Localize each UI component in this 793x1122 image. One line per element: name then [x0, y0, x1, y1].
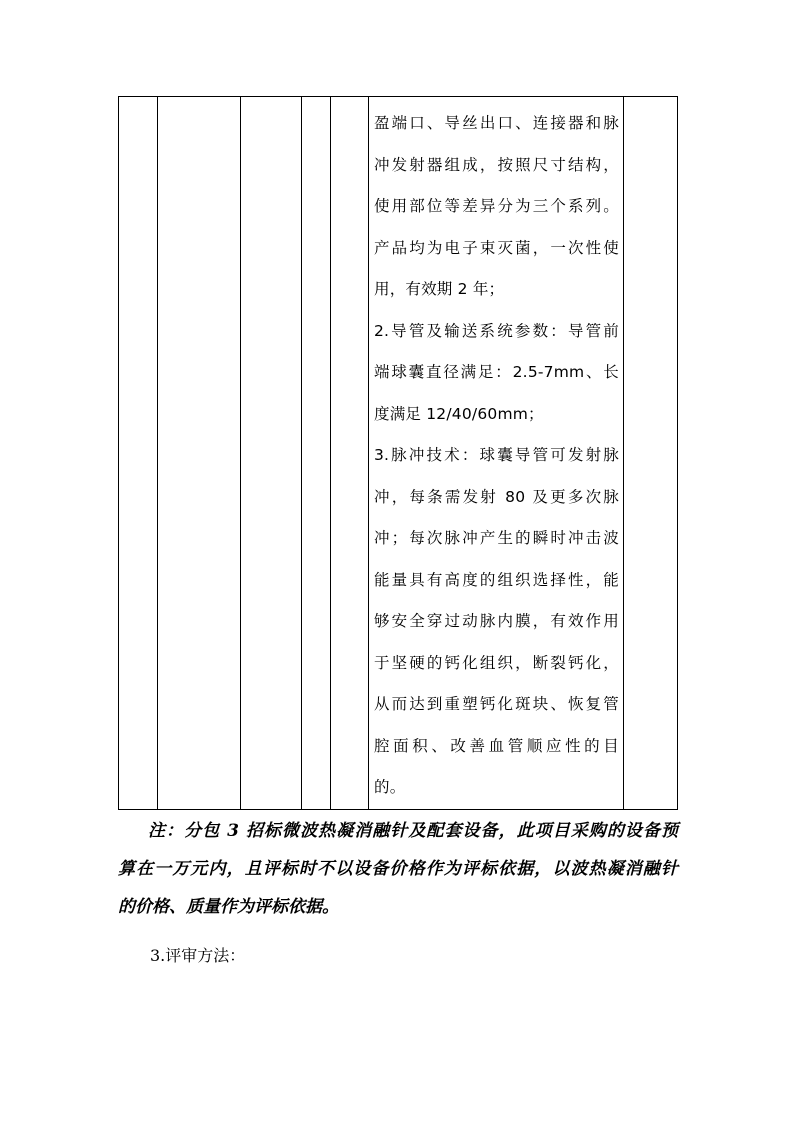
- spec-line: 冲发射器组成，按照尺寸结构，: [374, 155, 619, 174]
- note-line: 注：分包 3 招标微波热凝消融针及配套设备，此项目采购的设备预: [148, 821, 678, 841]
- spec-line: 腔面积、改善血管顺应性的目: [374, 736, 619, 755]
- spec-line: 能量具有高度的组织选择性，能: [374, 570, 619, 589]
- table-cell-remark: [624, 97, 678, 810]
- note-line: 的价格、质量作为评标依据。: [118, 897, 339, 917]
- procurement-note: [118, 812, 678, 926]
- table-cell-spec: [369, 97, 624, 810]
- table-row: [119, 97, 678, 810]
- spec-line: 用，有效期 2 年；: [374, 280, 505, 298]
- spec-line: 3.脉冲技术：球囊导管可发射脉: [374, 446, 619, 464]
- spec-line: 的。: [374, 778, 406, 796]
- spec-line: 使用部位等差异分为三个系列。: [374, 197, 619, 215]
- spec-line: 度满足 12/40/60mm；: [374, 404, 544, 423]
- spec-line: 冲，每条需发射 80 及更多次脉: [374, 487, 619, 506]
- table-cell-index: [119, 97, 158, 810]
- note-line: 算在一万元内，且评标时不以设备价格作为评标依据，以波热凝消融针: [118, 859, 678, 879]
- spec-line: 冲；每次脉冲产生的瞬时冲击波: [374, 529, 619, 547]
- spec-table: [118, 96, 678, 810]
- table-cell-quantity: [331, 97, 369, 810]
- spec-line: 于坚硬的钙化组织，断裂钙化，: [374, 653, 619, 672]
- table-cell-unit: [302, 97, 331, 810]
- section-heading: 3.评审方法：: [150, 946, 246, 965]
- spec-line: 2.导管及输送系统参数：导管前: [374, 321, 619, 340]
- spec-line: 从而达到重塑钙化斑块、恢复管: [374, 695, 619, 713]
- spec-line: 产品均为电子束灭菌，一次性使: [374, 238, 619, 257]
- table-cell-category: [241, 97, 302, 810]
- spec-line: 够安全穿过动脉内膜，有效作用: [374, 612, 619, 630]
- spec-text: [369, 97, 623, 809]
- spec-line: 端球囊直径满足：2.5-7mm、长: [374, 363, 619, 381]
- table-cell-name: [158, 97, 241, 810]
- spec-line: 盈端口、导丝出口、连接器和脉: [374, 114, 619, 132]
